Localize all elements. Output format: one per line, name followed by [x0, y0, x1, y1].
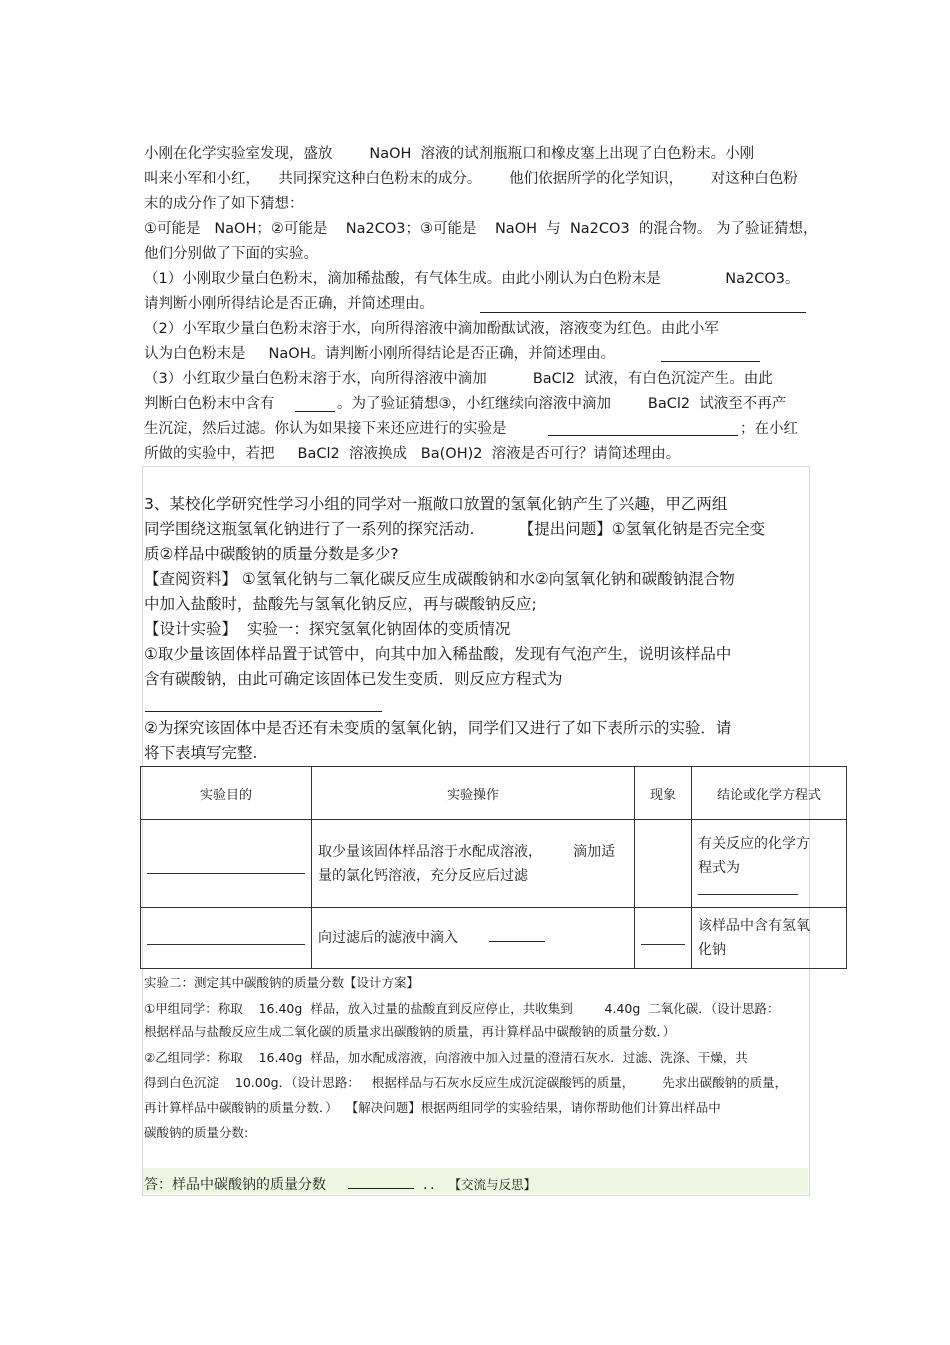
answer-suffix: ．． — [423, 1177, 445, 1193]
p2-line-5: 中加入盐酸时，盐酸先与氢氧化钠反应，再与碳酸钠反应; — [144, 595, 537, 613]
phenomenon-cell-1[interactable] — [635, 820, 692, 908]
p1-line-6: （1）小刚取少量白色粉末，滴加稀盐酸，有气体生成。由此小刚认为白色粉末是 Na2CO3。 — [144, 271, 800, 287]
p1-line-13: 所做的实验中，若把 BaCl2 溶液换成 Ba(OH)2 溶液是否可行？请简述理由。 — [144, 446, 681, 462]
p2-line-8: 含有碳酸钠，由此可确定该固体已发生变质．则反应方程式为 — [144, 670, 563, 688]
conclusion-line-1: 有关反应的化学方 — [698, 836, 810, 852]
answer-blank[interactable] — [348, 1174, 414, 1189]
p3-line-5: 得到白色沉淀 10.00g．（设计思路： 根据样品与石灰水反应生成沉淀碳酸钙的质量， 先求出碳酸钠的质量， — [144, 1075, 788, 1090]
p1-line-2: 叫来小军和小红， 共同探究这种白色粉末的成分。 他们依据所学的化学知识， 对这种白色粉 — [144, 171, 798, 187]
header-operation: 实验操作 — [312, 767, 635, 820]
p1-line-10: （3）小红取少量白色粉末溶于水，向所得溶液中滴加 BaCl2 试液，有白色沉淀产生。由此 — [144, 371, 773, 387]
answer-blank-2[interactable] — [661, 361, 760, 362]
answer-blank-4[interactable] — [548, 435, 738, 436]
header-purpose: 实验目的 — [141, 767, 312, 820]
conclusion-cell-2 — [692, 908, 847, 969]
p1-line-11a: 判断白色粉末中含有 — [144, 396, 275, 412]
p3-line-7: 碳酸钠的质量分数: — [144, 1125, 249, 1140]
operation-cell-2 — [312, 908, 635, 969]
p2-line-6: 【设计实验】 实验一：探究氢氧化钠固体的变质情况 — [144, 620, 511, 638]
operation-text-2: 向过滤后的滤液中滴入 — [318, 930, 458, 946]
p2-line-3: 质②样品中碳酸钠的质量分数是多少? — [144, 545, 399, 563]
phenomenon-blank-2[interactable] — [641, 943, 685, 945]
header-conclusion: 结论或化学方程式 — [692, 767, 847, 820]
p3-line-6: 再计算样品中碳酸钠的质量分数．） 【解决问题】根据两组同学的实验结果，请你帮助他们计算出样品中 — [144, 1100, 721, 1115]
answer-blank-1[interactable] — [480, 312, 806, 313]
p1-line-1: 小刚在化学实验室发现，盛放 NaOH 溶液的试剂瓶瓶口和橡皮塞上出现了白色粉末。小刚 — [144, 146, 755, 162]
table-header-row — [141, 767, 847, 820]
reagent-blank[interactable] — [489, 927, 545, 942]
operation-line-1: 取少量该固体样品溶于水配成溶液， 滴加适 — [318, 843, 616, 860]
answer-line — [144, 1174, 536, 1194]
p3-line-1: 实验二：测定其中碳酸钠的质量分数【设计方案】 — [144, 975, 420, 990]
p2-line-1: 3、某校化学研究性学习小组的同学对一瓶敞口放置的氢氧化钠产生了兴趣，甲乙两组 — [144, 495, 728, 513]
header-phenomenon: 现象 — [635, 767, 692, 820]
p2-line-7: ①取少量该固体样品置于试管中，向其中加入稀盐酸，发现有气泡产生，说明该样品中 — [144, 645, 732, 663]
answer-prefix: 答：样品中碳酸钠的质量分数 — [144, 1177, 326, 1193]
answer-blank-3[interactable] — [295, 411, 335, 412]
p1-line-5: 他们分别做了下面的实验。 — [144, 246, 318, 262]
conclusion-cell-1 — [692, 820, 847, 908]
conclusion2-line-1: 该样品中含有氢氧 — [698, 918, 810, 934]
p1-line-9: 认为白色粉末是 NaOH。请判断小刚所得结论是否正确，并简述理由。 — [144, 346, 616, 362]
p3-line-3: 根据样品与盐酸反应生成二氧化碳的质量求出碳酸钠的质量，再计算样品中碳酸钠的质量分数．） — [144, 1024, 676, 1039]
p1-line-8: （2）小军取少量白色粉末溶于水，向所得溶液中滴加酚酞试液，溶液变为红色。由此小军 — [144, 321, 719, 337]
equation-cell-blank[interactable] — [698, 880, 798, 895]
p1-line-4: ①可能是 NaOH；②可能是 Na2CO3；③可能是 NaOH 与 Na2CO3 的混合物。 为了验证猜想， — [144, 221, 818, 237]
operation-line-2: 量的氯化钙溶液，充分反应后过滤 — [318, 867, 528, 884]
p1-line-3: 末的成分作了如下猜想： — [144, 196, 304, 212]
equation-blank[interactable] — [145, 711, 382, 712]
p2-line-4: 【查阅资料】 ①氢氧化钠与二氧化碳反应生成碳酸钠和水②向氢氧化钠和碳酸钠混合物 — [144, 570, 735, 588]
conclusion2-line-2: 化钠 — [698, 942, 726, 958]
p3-line-2: ①甲组同学：称取 16.40g 样品，放入过量的盐酸直到反应停止，共收集到 4.40g 二氧化碳．（设计思路： — [144, 1001, 780, 1016]
purpose-blank-1[interactable] — [147, 872, 305, 874]
p3-line-4: ②乙组同学：称取 16.40g 样品，加水配成溶液，向溶液中加入过量的澄清石灰水．过滤、洗涤、干燥，共 — [144, 1050, 748, 1065]
table-row — [141, 908, 847, 969]
p2-line-10: 将下表填写完整. — [144, 744, 258, 762]
conclusion-line-2: 程式为 — [698, 860, 740, 876]
p2-line-9: ②为探究该固体中是否还有未变质的氢氧化钠，同学们又进行了如下表所示的实验．请 — [144, 719, 732, 737]
p2-line-2: 同学围绕这瓶氢氧化钠进行了一系列的探究活动. 【提出问题】①氢氧化钠是否完全变 — [144, 520, 766, 538]
p1-line-12b: ；在小红 — [740, 421, 798, 437]
phenomenon-cell-2 — [635, 908, 692, 969]
purpose-cell-2 — [141, 908, 312, 969]
p1-line-12a: 生沉淀，然后过滤。你认为如果接下来还应进行的实验是 — [144, 421, 507, 437]
table-row — [141, 820, 847, 908]
p1-line-7: 请判断小刚所得结论是否正确，并简述理由。 — [144, 296, 434, 312]
experiment-table — [140, 766, 847, 969]
reflection-tag: 【交流与反思】 — [448, 1177, 537, 1192]
purpose-blank-2[interactable] — [147, 943, 305, 945]
purpose-cell-1 — [141, 820, 312, 908]
operation-cell-1 — [312, 820, 635, 908]
p1-line-11b: 。为了验证猜想③，小红继续向溶液中滴加 BaCl2 试液至不再产 — [337, 396, 787, 412]
